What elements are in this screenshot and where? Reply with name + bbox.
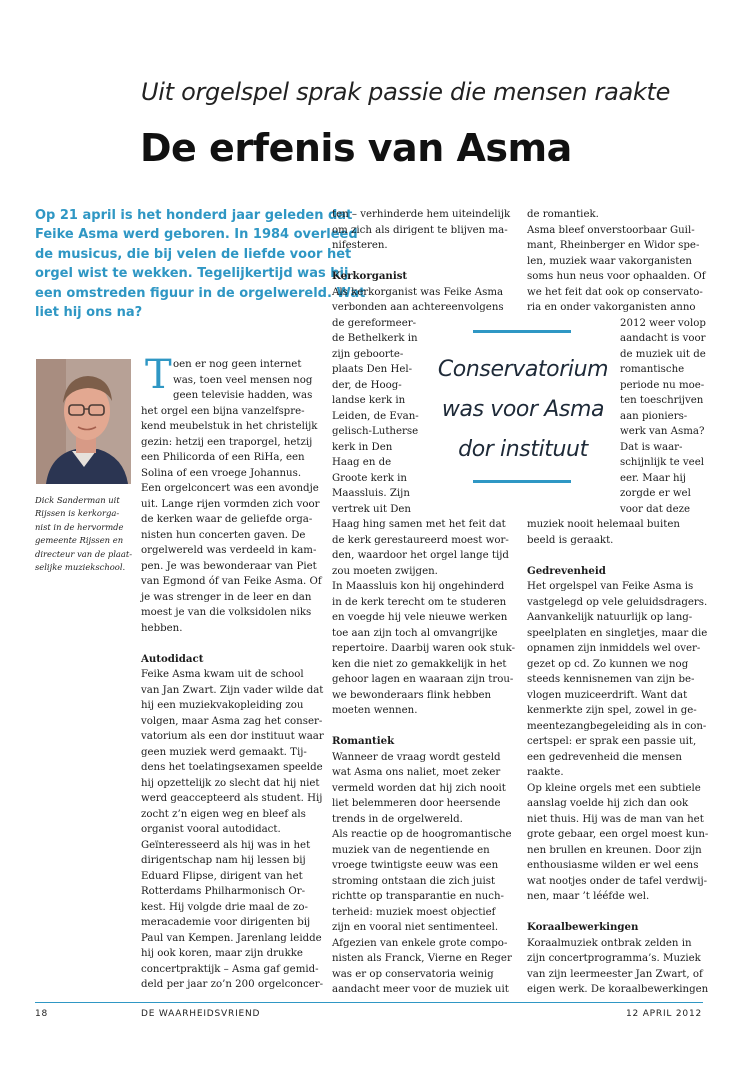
column-2-body-c-line-7: muziek van de negentiende en: [332, 844, 490, 856]
footer-rule: [35, 1002, 703, 1003]
column-2-body-b-line-1: Als kerkorganist was Feike Asma: [332, 286, 504, 298]
column-2-body-a: [332, 207, 517, 254]
column-3-body-narrow-line-13: voor dat deze: [620, 503, 691, 515]
column-3-body-d: [527, 936, 707, 998]
column-1-body-b-line-7: dens het toelatingsexamen speelde: [141, 762, 323, 773]
column-2-body-c-line-8: vroege twintigste eeuw was een: [332, 860, 499, 871]
column-1-body-a-line-13: je was strenger in de leer en dan: [141, 591, 312, 603]
column-2-body-c-line-10: richtte op transparantie en nuch-: [332, 891, 504, 902]
column-3-body-narrow-line-1: 2012 weer volop: [620, 317, 706, 329]
column-3-body-c-line-4: speelplaten en singletjes, maar die: [527, 627, 708, 639]
column-3-body-c-line-13: raakte.: [527, 767, 564, 778]
column-2-body-b-line-15: vertrek uit Den: [332, 503, 411, 515]
column-1-body-a-line-6: Een orgelconcert was een avondje: [141, 483, 319, 494]
issue-date: 12 APRIL 2012: [626, 1009, 702, 1019]
photo-caption-line-6: selijke muziekschool.: [35, 562, 126, 573]
drop-cap: T: [145, 352, 172, 398]
column-2-body-c-line-15: was er op conservatoria weinig: [332, 968, 494, 980]
column-3-body-b-line-2: beeld is geraakt.: [527, 534, 614, 546]
column-2-body-b-line-9: Leiden, de Evan-: [332, 410, 419, 422]
photo-caption-line-2: Rijssen is kerkorga-: [35, 508, 120, 519]
column-1-body-b-line-12: Geïnteresseerd als hij was in het: [141, 839, 311, 851]
pullquote-line-3: dor instituut: [458, 437, 588, 462]
column-2-body-c-line-16: aandacht meer voor de muziek uit: [332, 984, 509, 995]
column-3-body-a-line-6: we het feit dat ook op conservato-: [527, 286, 703, 298]
column-2-body-c-line-3: vermeld worden dat hij zich nooit: [332, 782, 506, 794]
column-3-body-c-line-17: grote gebaar, een orgel moest kun-: [527, 829, 709, 840]
column-1-lead-line-1: oen er nog geen internet: [173, 359, 302, 370]
column-3-body-narrow-line-11: eer. Maar hij: [620, 472, 686, 484]
photo-caption-line-4: gemeente Rijssen en: [35, 535, 124, 546]
column-1-body-a-line-2: kend meubelstuk in het christelijk: [141, 421, 318, 432]
column-2-body-b-line-26: gehoor lagen en waaraan zijn trou-: [332, 674, 514, 685]
heading-kerkorganist: Kerkorganist: [332, 270, 408, 282]
column-2-body-b-line-24: repertoire. Daarbij waren ook stuk-: [332, 643, 516, 654]
column-3-body-a-line-5: soms hun neus voor ophaalden. Of: [527, 271, 706, 282]
column-1-body-a-line-8: de kerken waar de geliefde orga-: [141, 514, 313, 525]
column-1-body-a-line-12: van Egmond óf van Feike Asma. Of: [141, 576, 322, 587]
column-2-body-b-line-18: den, waardoor het orgel lange tijd: [332, 550, 509, 561]
column-2-body-b-line-20: In Maassluis kon hij ongehinderd: [332, 581, 505, 592]
column-1-body-a-line-5: Solina of een vroege Johannus.: [141, 467, 302, 479]
column-2-body-b-line-27: we bewonderaars flink hebben: [332, 689, 492, 701]
column-3-body-c-line-1: Het orgelspel van Feike Asma is: [527, 581, 694, 592]
column-3-body-narrow-line-8: werk van Asma?: [620, 426, 705, 437]
column-2-body-b-line-22: en voegde hij vele nieuwe werken: [332, 612, 508, 623]
column-3-body-c-line-21: nen, maar ’t lééfde wel.: [527, 891, 650, 902]
pullquote-rule-top: [473, 330, 571, 333]
pullquote-rule-bottom: [473, 480, 571, 483]
column-1-body-b-line-14: Eduard Flipse, dirigent van het: [141, 870, 303, 882]
column-2-body-b-line-14: Maassluis. Zijn: [332, 488, 410, 499]
column-3-body-a-line-2: Asma bleef onverstoorbaar Guil-: [527, 224, 695, 236]
column-3-body-c-line-14: Op kleine orgels met een subtiele: [527, 782, 701, 794]
column-3-body-a-line-4: len, muziek waar vakorganisten: [527, 255, 692, 267]
column-2-body-b-line-19: zou moeten zwijgen.: [332, 565, 438, 577]
column-3-body-d-line-3: van zijn leermeester Jan Zwart, of: [527, 968, 703, 980]
column-3-body-a-line-1: de romantiek.: [527, 209, 599, 220]
column-2-body-b-line-17: de kerk gerestaureerd moest wor-: [332, 534, 509, 546]
page-number: 18: [35, 1009, 49, 1019]
column-3-body-c-line-12: een gedrevenheid die mensen: [527, 751, 682, 763]
column-1-body-b-line-17: meracademie voor dirigenten bij: [141, 917, 311, 928]
article-intro-line-2: Feike Asma werd geboren. In 1984 overleed: [35, 227, 358, 243]
column-2-body-b-line-2: verbonden aan achtereenvolgens: [332, 302, 504, 313]
photo-caption-line-5: directeur van de plaat-: [35, 548, 133, 559]
column-3-body-c-line-11: certspel: er sprak een passie uit,: [527, 736, 697, 747]
column-3-body-a-line-3: mant, Rheinberger en Widor spe-: [527, 240, 700, 251]
column-1-body-b-line-5: vatorium als een dor instituut waar: [141, 731, 324, 742]
column-1-body-a-line-1: het orgel een bijna vanzelfspre-: [141, 405, 305, 417]
article-intro-line-6: liet hij ons na?: [35, 305, 143, 321]
column-1-body-b-line-4: volgen, maar Asma zag het conser-: [141, 715, 323, 727]
column-2-body-c-line-13: Afgezien van enkele grote compo-: [332, 937, 508, 949]
column-3-body-b: [527, 517, 707, 548]
pullquote-line-1: Conservatorium: [437, 357, 609, 382]
author-photo: [36, 359, 131, 484]
column-1-body-a-line-10: orgelwereld was verdeeld in kam-: [141, 545, 317, 556]
column-1-body-b-line-8: hij opzettelijk zo slecht dat hij niet: [141, 777, 320, 789]
column-2-body-c-line-12: zijn en vooral niet sentimenteel.: [332, 922, 499, 933]
column-1-body-a: [141, 404, 321, 637]
article-headline: De erfenis van Asma: [140, 126, 572, 170]
column-2-body-b-line-25: ken die niet zo gemakkelijk in het: [332, 658, 507, 670]
column-2-body-a-line-1: ten – verhinderde hem uiteindelijk: [332, 209, 511, 220]
column-3-body-c: [527, 579, 707, 905]
column-3-body-c-line-16: niet thuis. Hij was de man van het: [527, 813, 704, 825]
column-2-body-b-line-6: plaats Den Hel-: [332, 364, 413, 375]
column-1-body-b-line-10: zocht z’n eigen weg en bleef als: [141, 808, 306, 820]
column-1-body-a-line-14: moest je van die volksidolen niks: [141, 607, 312, 618]
heading-gedrevenheid: Gedrevenheid: [527, 564, 606, 577]
column-1-body-b-line-15: Rotterdams Philharmonisch Or-: [141, 886, 306, 897]
column-2-body-c-line-1: Wanneer de vraag wordt gesteld: [332, 751, 501, 763]
column-3-body-c-line-3: Aanvankelijk natuurlijk op lang-: [527, 612, 693, 623]
column-2-body-b-line-3: de gereformeer-: [332, 317, 417, 329]
column-3-body-c-line-19: enthousiasme wilden er wel eens: [527, 860, 699, 871]
column-3-body-narrow-line-12: zorgde er wel: [620, 488, 691, 499]
column-1-body-a-line-11: pen. Je was bewonderaar van Piet: [141, 560, 317, 572]
column-2-body-b-line-5: zijn geboorte-: [332, 348, 404, 360]
column-2-body-b-line-13: Groote kerk in: [332, 472, 407, 484]
column-3-body-c-line-2: vastgelegd op vele geluidsdragers.: [527, 596, 708, 608]
photo-caption-line-1: Dick Sanderman uit: [35, 495, 120, 505]
column-3-body-narrow-line-3: de muziek uit de: [620, 348, 706, 360]
column-1-body-b-line-19: hij ook koren, maar zijn drukke: [141, 948, 303, 959]
column-2-body-b-line-10: gelisch-Lutherse: [332, 426, 419, 437]
column-3-body-narrow-line-9: Dat is waar-: [620, 441, 683, 453]
column-1-body-b-line-18: Paul van Kempen. Jarenlang leidde: [141, 932, 322, 944]
column-3-body-narrow-line-10: schijnlijk te veel: [620, 457, 704, 468]
column-3-body-c-line-7: steeds kennisnemen van zijn be-: [527, 674, 695, 685]
heading-koraalbewerkingen: Koraalbewerkingen: [527, 921, 639, 933]
column-1-body-a-line-9: nisten hun concerten gaven. De: [141, 529, 306, 541]
column-3-body-c-line-10: meentezangbegeleiding als in con-: [527, 720, 707, 732]
column-2-body-c-line-2: wat Asma ons naliet, moet zeker: [332, 767, 501, 778]
column-2-body-b-line-4: de Bethelkerk in: [332, 333, 418, 344]
photo-caption-line-3: nist in de hervormde: [35, 521, 124, 532]
pullquote: [428, 350, 618, 470]
column-1-body-a-line-3: gezin: hetzij een traporgel, hetzij: [141, 436, 313, 448]
column-1-body-b-line-20: concertpraktijk – Asma gaf gemid-: [141, 963, 319, 975]
photo-caption: [35, 494, 135, 574]
column-1-body-b-line-13: dirigentschap nam hij lessen bij: [141, 855, 306, 866]
column-2-body-b-line-28: moeten wennen.: [332, 705, 418, 716]
column-1-body-a-line-4: een Philicorda of een RiHa, een: [141, 452, 305, 463]
column-3: [527, 207, 707, 998]
column-2-body-c-line-9: stroming ontstaan die zich juist: [332, 875, 496, 887]
column-3-body-narrow-line-6: ten toeschrijven: [620, 395, 704, 406]
article-kicker: Uit orgelspel sprak passie die mensen raakte: [141, 78, 671, 106]
heading-autodidact: Autodidact: [141, 652, 204, 665]
column-1-lead-line-2: was, toen veel mensen nog: [173, 374, 313, 386]
column-2: [332, 207, 517, 998]
column-3-body-a-line-7: ria en onder vakorganisten anno: [527, 302, 696, 313]
column-2-body-b-line-11: kerk in Den: [332, 441, 393, 453]
column-1-body-b-line-21: deld per jaar zo’n 200 orgelconcer-: [141, 979, 324, 990]
column-1-lead-line-3: geen televisie hadden, was: [173, 390, 313, 401]
column-1-body-b: [141, 667, 324, 993]
column-2-body-c-line-11: terheid: muziek moest objectief: [332, 906, 496, 918]
column-2-body-b-line-12: Haag en de: [332, 457, 392, 468]
article-intro-line-3: de musicus, die bij velen de liefde voor het: [35, 246, 352, 262]
column-2-body-b-line-7: der, de Hoog-: [332, 379, 402, 391]
column-3-body-c-line-5: opnamen zijn inmiddels wel over-: [527, 643, 701, 654]
column-3-body-b-line-1: muziek nooit helemaal buiten: [527, 519, 680, 530]
column-1-lead: [173, 357, 323, 404]
column-3-body-d-line-4: eigen werk. De koraalbewerkingen: [527, 984, 709, 995]
column-2-body-b-line-8: landse kerk in: [332, 395, 406, 406]
column-3-body-d-line-2: zijn concertprogramma’s. Muziek: [527, 953, 701, 964]
author-portrait-image: [36, 359, 131, 484]
article-intro-line-5: een omstreden figuur in de orgelwereld. Wat: [35, 285, 366, 301]
column-2-body-c: [332, 750, 517, 998]
column-1-body-a-line-15: hebben.: [141, 622, 183, 634]
column-3-body-c-line-9: kenmerkte zijn spel, zowel in ge-: [527, 705, 697, 716]
heading-romantiek: Romantiek: [332, 735, 395, 747]
column-1-body-b-line-9: werd geaccepteerd als student. Hij: [141, 793, 323, 804]
column-3-body-c-line-15: aanslag voelde hij zich dan ook: [527, 798, 689, 809]
column-3-body-c-line-18: nen brullen en kreunen. Door zijn: [527, 844, 702, 856]
column-2-body-c-line-6: Als reactie op de hoogromantische: [332, 829, 512, 840]
column-3-body-c-line-8: vlogen muziceerdrift. Want dat: [527, 689, 688, 701]
column-3-body-narrow-line-5: periode nu moe-: [620, 379, 705, 391]
column-2-body-b-line-16: Haag hing samen met het feit dat: [332, 519, 506, 530]
column-3-body-narrow-line-2: aandacht is voor: [620, 333, 706, 344]
article-intro-line-1: Op 21 april is het honderd jaar geleden dat: [35, 208, 353, 223]
column-3-body-a: [527, 207, 707, 316]
column-3-body-c-line-20: wat nootjes onder de tafel verdwij-: [527, 875, 708, 887]
column-1-body-b-line-2: van Jan Zwart. Zijn vader wilde dat: [141, 684, 324, 696]
column-1-body-b-line-11: organist vooral autodidact.: [141, 824, 281, 835]
column-2-body-b-line-21: in de kerk terecht om te studeren: [332, 596, 507, 608]
column-1-body-a-line-7: uit. Lange rijen vormden zich voor: [141, 498, 320, 510]
column-2-body-c-line-14: nisten als Franck, Vierne en Reger: [332, 953, 512, 964]
column-1-body-b-line-6: geen muziek werd gemaakt. Tij-: [141, 746, 307, 758]
article-intro-line-4: orgel wist te wekken. Tegelijkertijd was hij: [35, 266, 349, 282]
publication-name: DE WAARHEIDSVRIEND: [141, 1009, 261, 1019]
pullquote-line-2: was voor Asma: [441, 397, 605, 422]
column-1-body-b-line-1: Feike Asma kwam uit de school: [141, 669, 304, 680]
column-1-body-b-line-3: hij een muziekvakopleiding zou: [141, 700, 304, 711]
column-1: [141, 404, 324, 993]
column-2-body-b-line-23: toe aan zijn toch al omvangrijke: [332, 627, 498, 639]
column-3-body-c-line-6: gezet op cd. Zo kunnen we nog: [527, 658, 689, 670]
column-2-body-c-line-5: trends in de orgelwereld.: [332, 813, 463, 825]
column-2-body-a-line-3: nifesteren.: [332, 240, 388, 251]
column-3-body-narrow-line-4: romantische: [620, 364, 685, 375]
column-2-body-c-line-4: liet belemmeren door heersende: [332, 798, 501, 809]
column-1-body-b-line-16: kest. Hij volgde drie maal de zo-: [141, 901, 308, 913]
column-2-body-a-line-2: om zich als dirigent te blijven ma-: [332, 224, 508, 236]
column-3-body-d-line-1: Koraalmuziek ontbrak zelden in: [527, 937, 692, 949]
column-3-body-narrow-line-7: aan pioniers-: [620, 410, 688, 422]
